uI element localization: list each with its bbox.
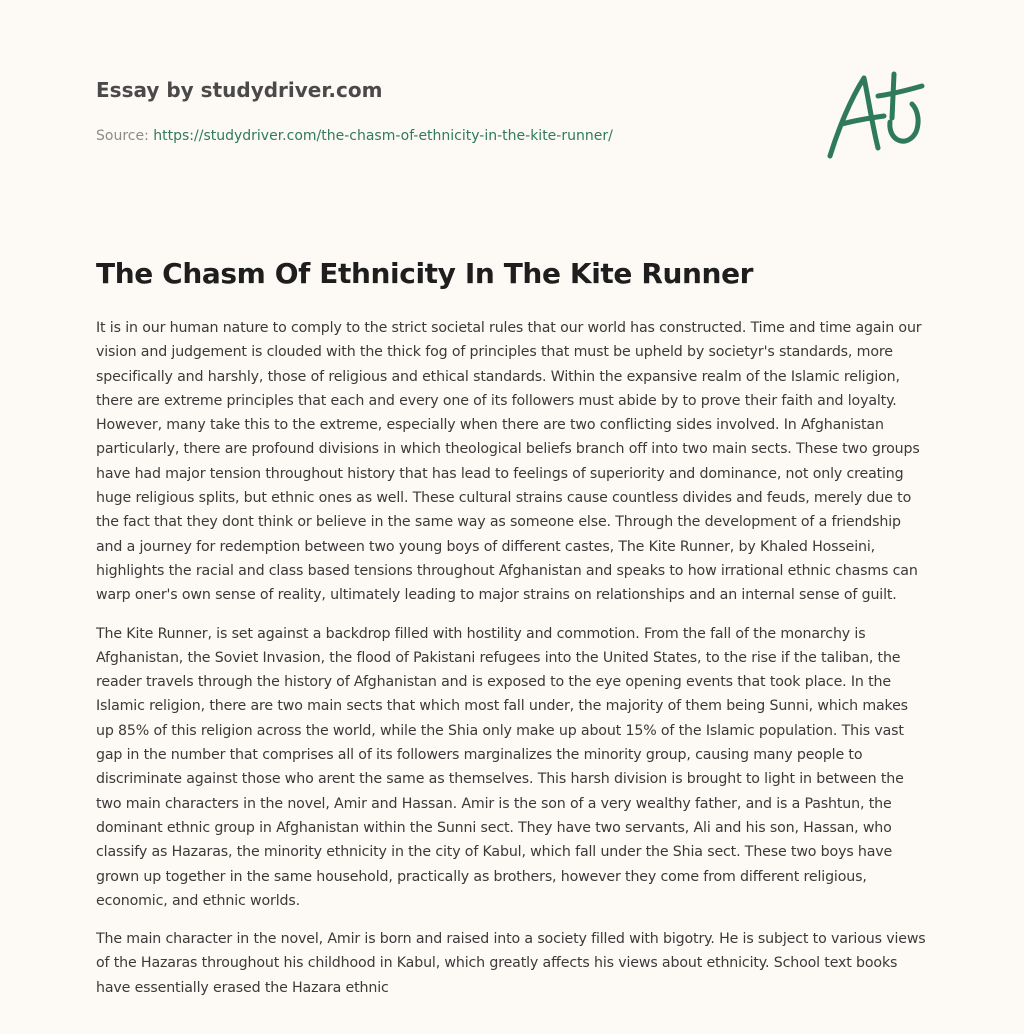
essay-article	[96, 254, 928, 1014]
essay-header	[96, 76, 716, 146]
source-label: Source:	[96, 128, 149, 144]
source-line	[96, 126, 716, 146]
essay-paragraph-3: The main character in the novel, Amir is born and raised into a society filled with bigotry. He is subject to various views of the Hazaras throughout his childhood in Kabul, which greatly affects his views about ethnicity. School text books have essentially erased the Hazara ethnic	[96, 931, 926, 996]
article-title: The Chasm Of Ethnicity In The Kite Runner	[96, 257, 754, 290]
essay-paragraph-2: The Kite Runner, is set against a backdrop filled with hostility and commotion. From the fall of the monarchy is Afghanistan, the Soviet Invasion, the flood of Pakistani refugees into the United States, to the rise if the taliban, the reader travels through the history of Afghanistan and is exposed to the eye opening events that took place. In the Islamic religion, there are two main sects that which most fall under, the majority of them being Sunni, which makes up 85% of this religion across the world, while the Shia only make up about 15% of the Islamic population. This vast gap in the number that comprises all of its followers marginalizes the minority group, causing many people to discriminate against those who arent the same as themselves. This harsh division is brought to light in between the two main characters in the novel, Amir and Hassan. Amir is the son of a very wealthy father, and is a Pashtun, the dominant ethnic group in Afghanistan within the Sunni sect. They have two servants, Ali and his son, Hassan, who classify as Hazaras, the minority ethnicity in the city of Kabul, which fall under the Shia sect. These two boys have grown up together in the same household, practically as brothers, however they come from different religious, economic, and ethnic worlds.	[96, 625, 908, 909]
source-link[interactable]: https://studydriver.com/the-chasm-of-ethnicity-in-the-kite-runner/	[153, 128, 613, 144]
logo-text: A+	[822, 51, 847, 70]
essay-paragraph-1: It is in our human nature to comply to the strict societal rules that our world has constructed. Time and time again our vision and judgement is clouded with the thick fog of principles that must be upheld by societyr's standards, more specifically and harshly, those of religious and ethical standards. Within the expansive realm of the Islamic religion, there are extreme principles that each and every one of its followers must abide by to prove their faith and loyalty. However, many take this to the extreme, especially when there are two conflicting sides involved. In Afghanistan particularly, there are profound divisions in which theological beliefs branch off into two main sects. These two groups have had major tension throughout history that has lead to feelings of superiority and dominance, not only creating huge religious splits, but ethnic ones as well. These cultural strains cause countless divides and feuds, merely due to the fact that they dont think or believe in the same way as someone else. Through the development of a friendship and a journey for redemption between two young boys of different castes, The Kite Runner, by Khaled Hosseini, highlights the racial and class based tensions throughout Afghanistan and speaks to how irrational ethnic chasms can warp oner's own sense of reality, ultimately leading to major strains on relationships and an internal sense of guilt.	[96, 320, 922, 604]
a-plus-logo-icon	[822, 51, 930, 166]
site-title: Essay by studydriver.com	[96, 78, 383, 102]
a-plus-logo-svg	[822, 51, 930, 166]
